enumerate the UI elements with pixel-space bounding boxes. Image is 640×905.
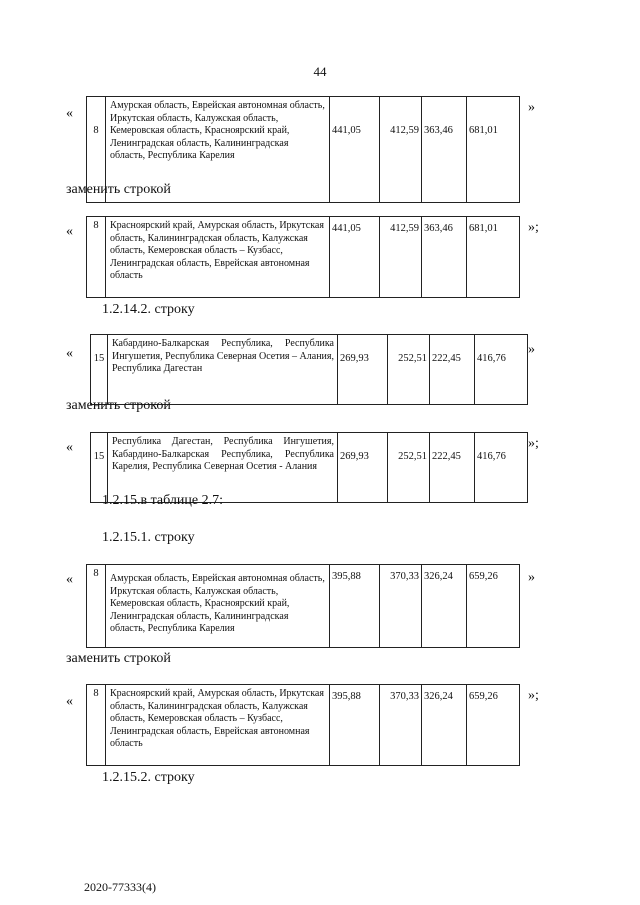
value-cell: 659,26 xyxy=(467,565,520,648)
row-number: 8 xyxy=(87,685,106,766)
open-quote: « xyxy=(66,346,73,361)
open-quote: « xyxy=(66,224,73,239)
item-heading: 1.2.15.в таблице 2.7: xyxy=(102,493,223,508)
value-cell: 681,01 xyxy=(467,97,520,203)
table-row xyxy=(86,216,520,298)
value-cell: 395,88 xyxy=(330,685,380,766)
value-cell: 222,45 xyxy=(430,335,475,405)
item-heading: 1.2.14.2. строку xyxy=(102,302,195,317)
value-cell: 252,51 xyxy=(388,335,430,405)
value-cell: 252,51 xyxy=(388,433,430,503)
value-cell: 370,33 xyxy=(380,685,422,766)
region-list: Красноярский край, Амурская область, Иркутская область, Калининградская область, Калужская область, Кемеровская область – Кузбасс, Ленинградская область, Еврейская автономная область xyxy=(106,217,330,298)
row-number: 15 xyxy=(91,433,108,503)
value-cell: 326,24 xyxy=(422,685,467,766)
value-cell: 441,05 xyxy=(330,97,380,203)
close-quote: » xyxy=(528,342,535,357)
value-cell: 395,88 xyxy=(330,565,380,648)
page-number: 44 xyxy=(313,64,327,79)
replace-instruction: заменить строкой xyxy=(66,182,171,197)
value-cell: 269,93 xyxy=(338,433,388,503)
region-list: Красноярский край, Амурская область, Иркутская область, Калининградская область, Калужская область, Кемеровская область – Кузбасс, Ленинградская область, Еврейская автономная область xyxy=(106,685,330,766)
open-quote: « xyxy=(66,440,73,455)
value-cell: 659,26 xyxy=(467,685,520,766)
value-cell: 681,01 xyxy=(467,217,520,298)
region-list: Амурская область, Еврейская автономная область, Иркутская область, Калужская область, Кемеровская область, Красноярский край, Ленинградская область, Калининградская область, Республика Карелия xyxy=(106,97,330,203)
value-cell: 363,46 xyxy=(422,97,467,203)
region-list: Республика Дагестан, Республика Ингушетия, Кабардино-Балкарская Республика, Республика Карелия, Республика Северная Осетия - Алания xyxy=(108,433,338,503)
row-number: 8 xyxy=(87,97,106,203)
open-quote: « xyxy=(66,694,73,709)
close-quote: »; xyxy=(528,436,539,451)
value-cell: 326,24 xyxy=(422,565,467,648)
row-number: 8 xyxy=(87,565,106,648)
value-cell: 412,59 xyxy=(380,97,422,203)
close-quote: » xyxy=(528,100,535,115)
item-heading: 1.2.15.1. строку xyxy=(102,530,195,545)
value-cell: 222,45 xyxy=(430,433,475,503)
table-row xyxy=(86,684,520,766)
value-cell: 269,93 xyxy=(338,335,388,405)
value-cell: 363,46 xyxy=(422,217,467,298)
table-row xyxy=(86,564,520,648)
value-cell: 412,59 xyxy=(380,217,422,298)
row-number: 8 xyxy=(87,217,106,298)
value-cell: 416,76 xyxy=(475,433,528,503)
row-number: 15 xyxy=(91,335,108,405)
value-cell: 441,05 xyxy=(330,217,380,298)
region-list: Кабардино-Балкарская Республика, Республика Ингушетия, Республика Северная Осетия – Алания, Республика Дагестан xyxy=(108,335,338,405)
table-row xyxy=(90,334,528,405)
close-quote: »; xyxy=(528,688,539,703)
item-heading: 1.2.15.2. строку xyxy=(102,770,195,785)
open-quote: « xyxy=(66,106,73,121)
close-quote: »; xyxy=(528,220,539,235)
replace-instruction: заменить строкой xyxy=(66,398,171,413)
close-quote: » xyxy=(528,570,535,585)
replace-instruction: заменить строкой xyxy=(66,651,171,666)
document-footer-code: 2020-77333(4) xyxy=(84,880,156,894)
value-cell: 416,76 xyxy=(475,335,528,405)
value-cell: 370,33 xyxy=(380,565,422,648)
open-quote: « xyxy=(66,572,73,587)
region-list: Амурская область, Еврейская автономная область, Иркутская область, Калужская область, Кемеровская область, Красноярский край, Ленинградская область, Калининградская область, Республика Карелия xyxy=(106,565,330,648)
